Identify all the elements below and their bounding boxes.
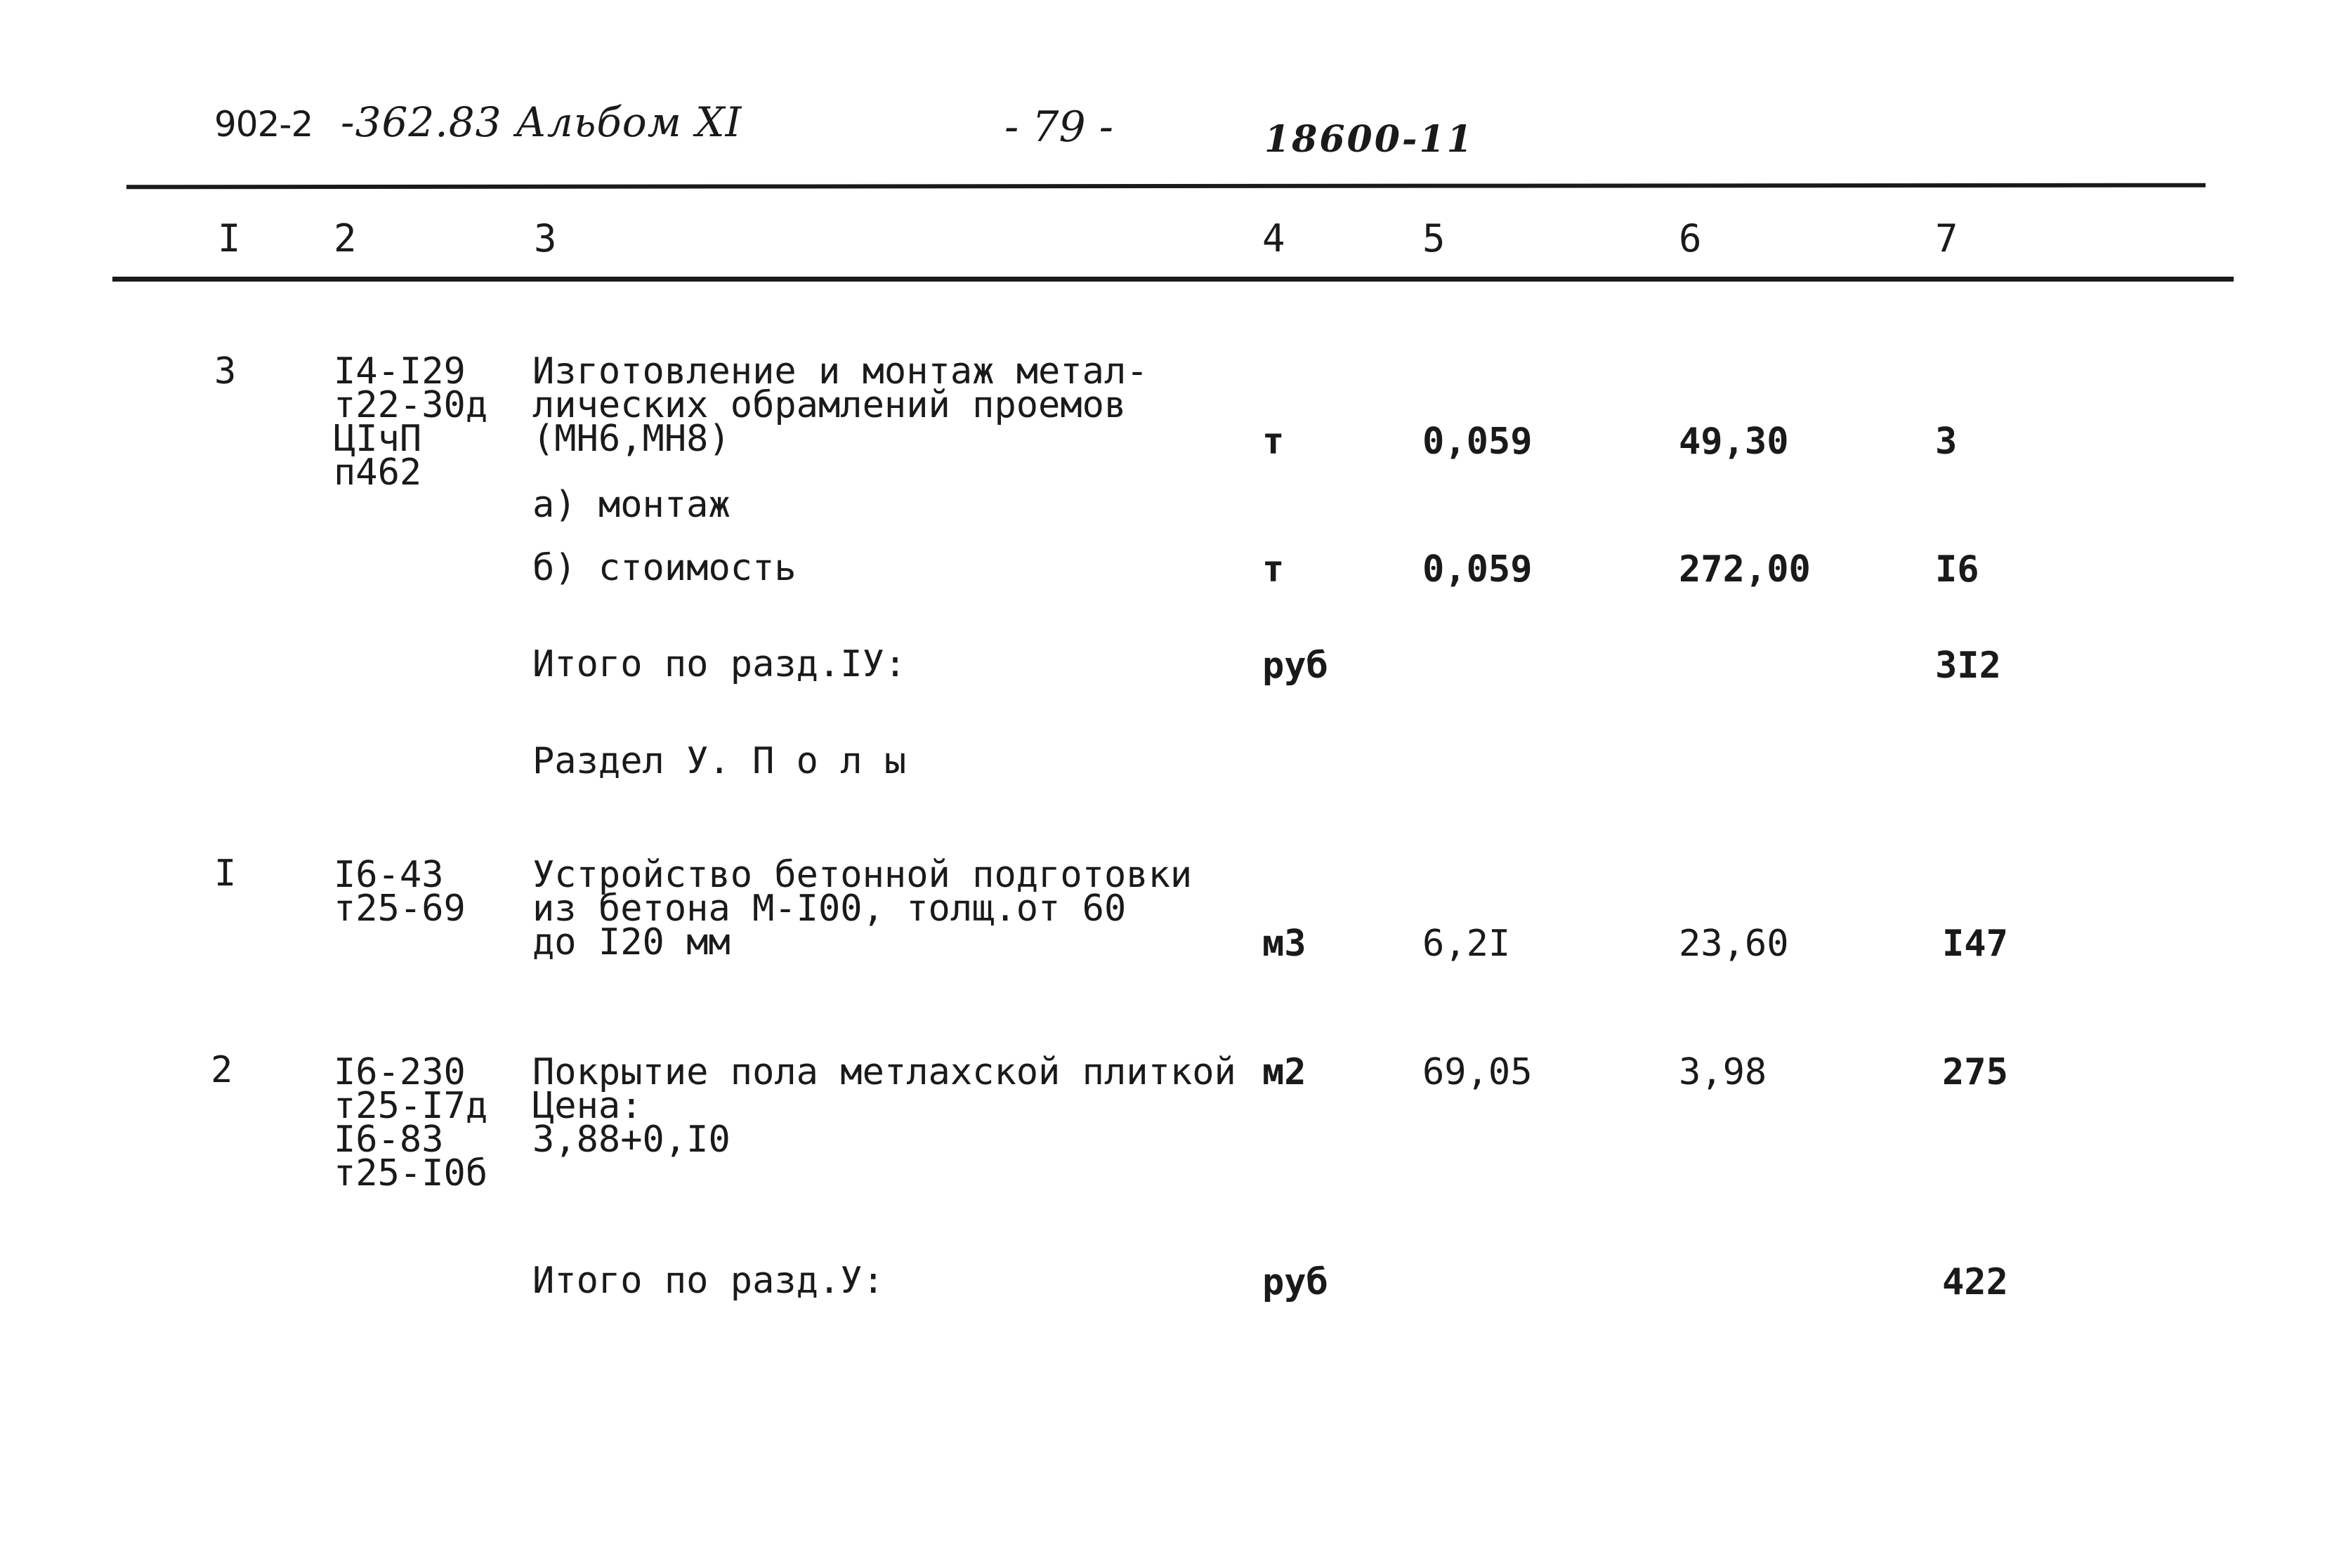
work-description: (МН6,МН8): [532, 418, 731, 460]
col-header-1: I: [218, 216, 241, 261]
total-cost: I47: [1942, 923, 2008, 965]
sub-item-description: а) монтаж: [532, 484, 731, 526]
unit: т: [1262, 421, 1285, 463]
subtotal-amount: 3I2: [1935, 645, 2001, 687]
work-description: из бетона М-I00, толщ.от 60: [532, 888, 1127, 930]
col-header-4: 4: [1262, 216, 1285, 261]
handwritten-album-code: -362.83 Альбом XI: [341, 98, 742, 146]
norm-code: I6-83: [334, 1119, 444, 1161]
norm-code: I6-230: [334, 1051, 466, 1093]
archive-number: 18600-11: [1264, 118, 1474, 161]
work-description: Устройство бетонной подготовки: [532, 854, 1193, 896]
section-subtotal-label: Итого по разд.IУ:: [532, 643, 907, 685]
norm-code: т25-I7д: [334, 1085, 488, 1127]
unit-price: 272,00: [1679, 548, 1811, 591]
norm-code: I4-I29: [334, 350, 466, 393]
total-cost: 275: [1942, 1051, 2008, 1093]
norm-code: ЦIчП: [334, 418, 422, 460]
total-cost: I6: [1935, 548, 1979, 591]
unit: м2: [1262, 1051, 1306, 1093]
work-description: 3,88+0,I0: [532, 1119, 731, 1161]
quantity: 69,05: [1422, 1051, 1533, 1093]
header-rule-bottom: [112, 277, 2234, 282]
quantity: 0,059: [1422, 548, 1533, 591]
col-header-6: 6: [1679, 216, 1702, 261]
row-number: 3: [214, 350, 237, 393]
norm-code: п462: [334, 452, 422, 494]
norm-code: т22-30д: [334, 384, 488, 426]
unit-price: 23,60: [1679, 923, 1789, 965]
unit-price: 3,98: [1679, 1051, 1767, 1093]
norm-code: т25-69: [334, 888, 466, 930]
section-subtotal-label: Итого по разд.У:: [532, 1260, 884, 1302]
work-description: Изготовление и монтаж метал-: [532, 350, 1148, 393]
subtotal-unit: руб: [1262, 645, 1328, 687]
sub-item-description: б) стоимость: [532, 547, 797, 589]
page-number: - 79 -: [1004, 103, 1114, 152]
work-description: до I20 мм: [532, 921, 731, 963]
unit-price: 49,30: [1679, 421, 1789, 463]
subtotal-unit: руб: [1262, 1261, 1328, 1303]
work-description: лических обрамлений проемов: [532, 384, 1127, 426]
header-rule-top: [126, 183, 2206, 190]
col-header-2: 2: [334, 216, 357, 261]
subtotal-amount: 422: [1942, 1261, 2008, 1303]
row-number: I: [214, 852, 237, 895]
work-description: Покрытие пола метлахской плиткой: [532, 1051, 1236, 1093]
quantity: 0,059: [1422, 421, 1533, 463]
work-description: Цена:: [532, 1085, 643, 1127]
section-heading: Раздел У. П о л ы: [532, 740, 907, 782]
col-header-5: 5: [1422, 216, 1446, 261]
unit: м3: [1262, 923, 1306, 965]
total-cost: 3: [1935, 421, 1958, 463]
unit: т: [1262, 548, 1285, 591]
col-header-3: 3: [534, 216, 557, 261]
norm-code: I6-43: [334, 854, 444, 896]
norm-code: т25-I0б: [334, 1152, 488, 1194]
col-header-7: 7: [1935, 216, 1958, 261]
row-number: 2: [211, 1049, 233, 1091]
doc-code: 902-2: [214, 104, 313, 145]
quantity: 6,2I: [1422, 923, 1511, 965]
